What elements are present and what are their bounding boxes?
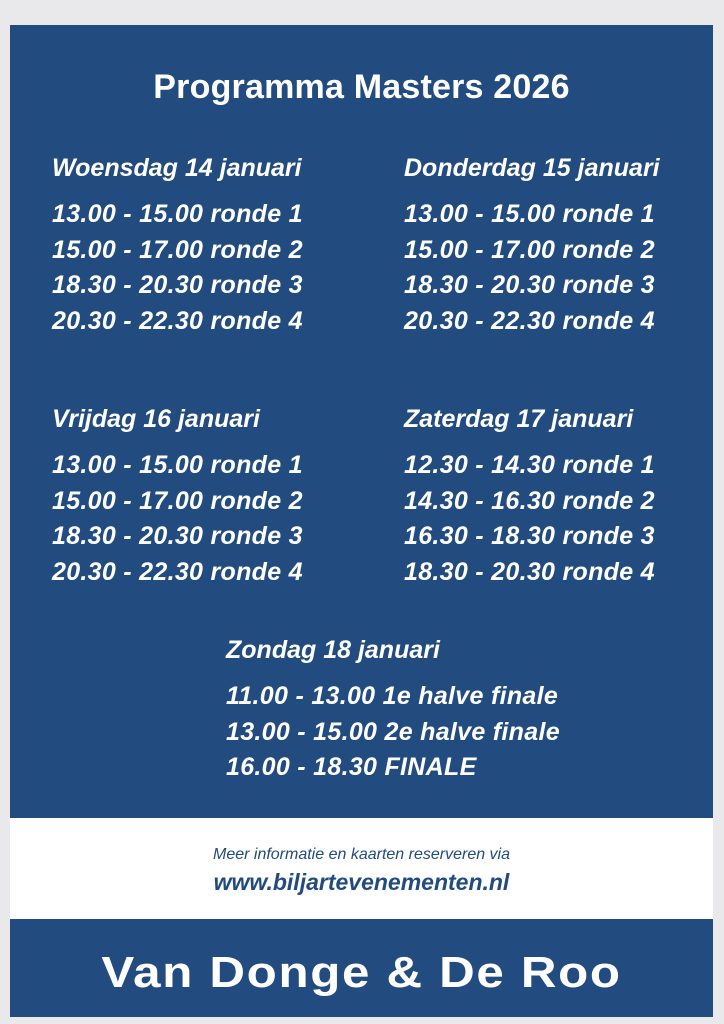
day-heading: Zaterdag 17 januari <box>404 405 634 433</box>
time-slot: 18.30 - 20.30 ronde 3 <box>52 271 303 299</box>
schedule-saturday <box>404 404 655 590</box>
info-text: Meer informatie en kaarten reserveren via <box>212 846 511 863</box>
day-heading: Woensdag 14 januari <box>52 154 302 182</box>
time-slot: 16.30 - 18.30 ronde 3 <box>404 522 655 550</box>
schedule-sunday <box>226 635 560 786</box>
brand-name: Van Donge & De Roo <box>101 948 622 997</box>
time-slot: 16.00 - 18.30 FINALE <box>226 753 477 781</box>
time-slot: 14.30 - 16.30 ronde 2 <box>404 486 655 515</box>
time-slot: 12.30 - 14.30 ronde 1 <box>404 451 655 479</box>
day-heading: Vrijdag 16 januari <box>52 405 260 433</box>
time-slot: 15.00 - 17.00 ronde 2 <box>52 235 303 264</box>
time-slot: 20.30 - 22.30 ronde 4 <box>404 306 655 335</box>
time-slot: 13.00 - 15.00 ronde 1 <box>404 200 655 228</box>
time-slot: 20.30 - 22.30 ronde 4 <box>52 557 303 586</box>
time-slot: 15.00 - 17.00 ronde 2 <box>404 235 655 264</box>
time-slot: 18.30 - 20.30 ronde 3 <box>52 522 303 550</box>
time-slot: 20.30 - 22.30 ronde 4 <box>52 306 303 335</box>
time-slot: 13.00 - 15.00 ronde 1 <box>52 451 303 479</box>
schedule-wednesday <box>52 153 303 339</box>
schedule-friday <box>52 404 303 590</box>
time-slot: 15.00 - 17.00 ronde 2 <box>52 486 303 515</box>
time-slot: 11.00 - 13.00 1e halve finale <box>226 682 559 710</box>
time-slot: 18.30 - 20.30 ronde 3 <box>404 271 655 299</box>
schedule-thursday <box>404 153 660 339</box>
page-title: Programma Masters 2026 <box>153 68 570 106</box>
time-slot: 13.00 - 15.00 ronde 1 <box>52 200 303 228</box>
time-slot: 18.30 - 20.30 ronde 4 <box>404 557 655 586</box>
day-heading: Donderdag 15 januari <box>404 154 660 182</box>
website-link[interactable]: www.biljartevenementen.nl <box>213 869 510 895</box>
time-slot: 13.00 - 15.00 2e halve finale <box>226 717 560 746</box>
day-heading: Zondag 18 januari <box>226 636 440 664</box>
